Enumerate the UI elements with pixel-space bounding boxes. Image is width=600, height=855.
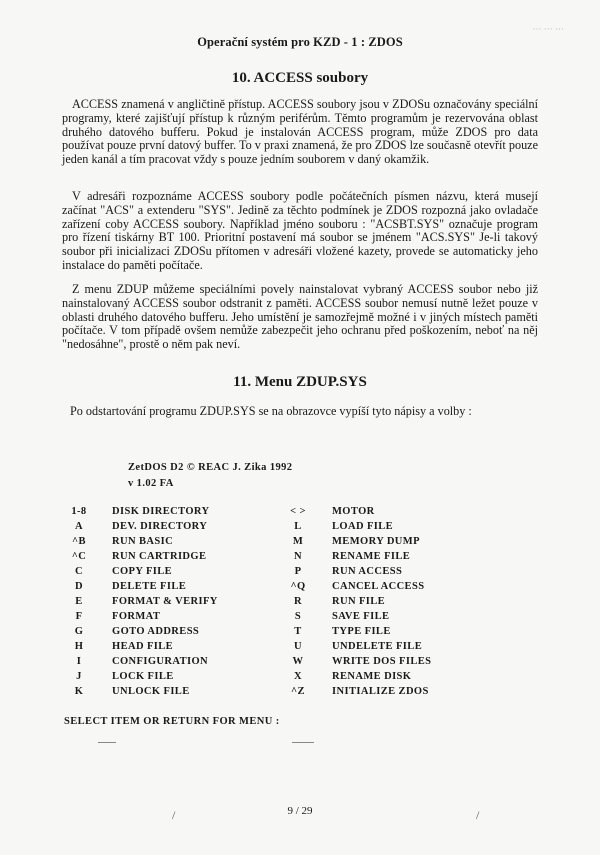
- menu-row: [60, 521, 480, 536]
- menu-item-label: COPY FILE: [112, 566, 173, 577]
- scan-mark: [292, 742, 314, 743]
- menu-item-label: WRITE DOS FILES: [332, 656, 432, 667]
- menu-key: I: [76, 656, 82, 667]
- menu-key: L: [294, 521, 302, 532]
- menu-key: H: [74, 641, 84, 652]
- menu-key: E: [75, 596, 83, 607]
- menu-item-label: DELETE FILE: [112, 581, 187, 592]
- menu-item-label: GOTO ADDRESS: [112, 626, 200, 637]
- menu-row: [60, 536, 480, 551]
- menu-key: 1-8: [71, 506, 87, 517]
- menu-item-label: FORMAT: [112, 611, 161, 622]
- screen-title-line-2: v 1.02 FA: [128, 478, 174, 489]
- menu-row: [60, 611, 480, 626]
- menu-key: N: [294, 551, 302, 562]
- menu-key: A: [75, 521, 83, 532]
- pen-mark: /: [172, 808, 176, 822]
- menu-item-label: HEAD FILE: [112, 641, 174, 652]
- menu-key: U: [294, 641, 302, 652]
- section-11-title: 11. Menu ZDUP.SYS: [233, 374, 367, 390]
- menu-row: [60, 656, 480, 671]
- menu-row: [60, 686, 480, 701]
- menu-key: D: [75, 581, 83, 592]
- menu-key: M: [292, 536, 304, 547]
- menu-key: W: [292, 656, 304, 667]
- menu-item-label: RUN CARTRIDGE: [112, 551, 207, 562]
- menu-row: [60, 671, 480, 686]
- menu-key: ^Q: [290, 581, 306, 592]
- menu-item-label: LOCK FILE: [112, 671, 174, 682]
- menu-item-label: RENAME FILE: [332, 551, 411, 562]
- menu-item-label: RUN FILE: [332, 596, 386, 607]
- menu-key: ^C: [71, 551, 87, 562]
- menu-key: X: [294, 671, 302, 682]
- scan-mark: [98, 742, 116, 743]
- section-11-intro: Po odstartování programu ZDUP.SYS se na obrazovce vypíší tyto nápisy a volby :: [70, 404, 472, 418]
- menu-key: S: [294, 611, 302, 622]
- menu-row: [60, 581, 480, 596]
- section-10-paragraph-3: Z menu ZDUP můžeme speciálními povely nainstalovat vybraný ACCESS soubor nebo již nainstalovaný ACCESS soubor odstranit z paměti. ACCESS soubor nemusí nutně ležet pouze v oblasti druhého datového bufferu. Jeho umístění je samozřejmě možné i v jiných místech paměti počítače. V tom případě ovšem nemůže zabezpečit jeho ochranu před poškozením, neboť na něj "nedosáhne", prostě o něm pak neví.: [62, 282, 538, 352]
- menu-item-label: DISK DIRECTORY: [112, 506, 210, 517]
- page-number: 9 / 29: [287, 805, 313, 817]
- menu-key: F: [75, 611, 83, 622]
- corner-mark: ··· ··· ···: [532, 24, 564, 34]
- menu-item-label: UNDELETE FILE: [332, 641, 423, 652]
- menu-key: ^B: [72, 536, 86, 547]
- menu-item-label: FORMAT & VERIFY: [112, 596, 218, 607]
- menu-key: G: [74, 626, 84, 637]
- menu-item-label: DEV. DIRECTORY: [112, 521, 208, 532]
- menu-item-label: CONFIGURATION: [112, 656, 209, 667]
- menu-item-label: INITIALIZE ZDOS: [332, 686, 429, 697]
- menu-item-label: CANCEL ACCESS: [332, 581, 425, 592]
- menu-key: < >: [290, 506, 306, 517]
- page-header: Operační systém pro KZD - 1 : ZDOS: [197, 35, 403, 49]
- menu-row: [60, 551, 480, 566]
- menu-key: J: [76, 671, 82, 682]
- menu-key: ^Z: [291, 686, 305, 697]
- section-10-paragraph-2: V adresáři rozpoznáme ACCESS soubory podle počátečních písmen názvu, která musejí začínat "ACS" a extenderu "SYS". Jedině za těchto podmínek je ZDOS rozpozná jako ovladače zařízení coby ACCESS soubory. Například jméno souboru : "ACSBT.SYS" označuje program pro řízení tiskárny BT 100. Prioritní postavení má soubor se jménem "ACS.SYS" Je-li takový soubor při inicializaci ZDOSu přítomen v adresáři vložené kazety, provede se automaticky jeho instalace do paměti počítače.: [62, 189, 538, 272]
- menu-item-label: MOTOR: [332, 506, 375, 517]
- menu-row: [60, 506, 480, 521]
- menu-key: C: [75, 566, 83, 577]
- section-10-paragraph-1: ACCESS znamená v angličtině přístup. ACCESS soubory jsou v ZDOSu označovány speciální programy, které zajišťují přístup k různým periférům. Těmto programům je rezervována oblast druhého datového bufferu. Pokud je instalován ACCESS program, může ZDOS pro data používat pouze první datový buffer. To v praxi znamená, že pro ZDOS lze současně otevřít pouze jeden kanál a tím pracovat vždy s pouze jedním souborem v daný okamžik.: [62, 97, 538, 167]
- menu-item-label: SAVE FILE: [332, 611, 390, 622]
- menu-item-label: RENAME DISK: [332, 671, 412, 682]
- screen-title-line-1: ZetDOS D2 © REAC J. Zika 1992: [128, 462, 293, 473]
- menu-row: [60, 566, 480, 581]
- menu-prompt: SELECT ITEM OR RETURN FOR MENU :: [64, 716, 280, 727]
- menu-item-label: LOAD FILE: [332, 521, 394, 532]
- menu-row: [60, 641, 480, 656]
- section-10-title: 10. ACCESS soubory: [231, 70, 369, 86]
- menu-key: P: [294, 566, 302, 577]
- menu-item-label: RUN BASIC: [112, 536, 174, 547]
- pen-mark: /: [476, 808, 480, 822]
- menu-key: K: [74, 686, 84, 697]
- menu-item-label: MEMORY DUMP: [332, 536, 420, 547]
- menu-key: R: [294, 596, 302, 607]
- menu-item-label: RUN ACCESS: [332, 566, 403, 577]
- menu-item-label: UNLOCK FILE: [112, 686, 190, 697]
- menu-row: [60, 626, 480, 641]
- menu-key: T: [294, 626, 302, 637]
- menu-row: [60, 596, 480, 611]
- menu-item-label: TYPE FILE: [332, 626, 391, 637]
